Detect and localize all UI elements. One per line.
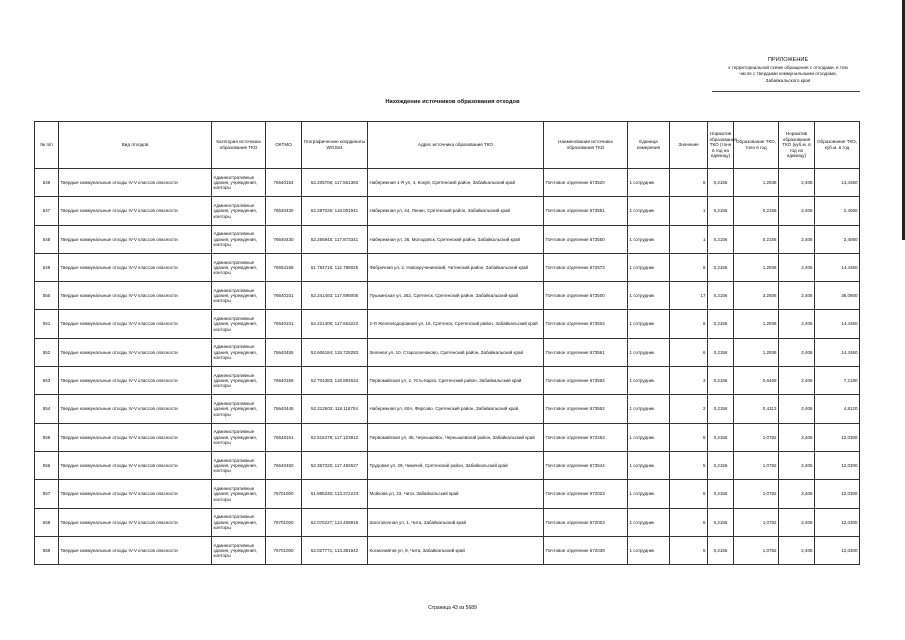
cell-oktmo-code: 76640455 — [266, 338, 302, 366]
cell-generation-tons: 1,2938 — [734, 338, 779, 366]
header-address: Адрес источника образования ТКО — [368, 122, 544, 169]
header-oktmo: ОКТМО — [266, 122, 302, 169]
table-row — [35, 169, 860, 197]
cell-waste-type: Твердые коммунальные отходы IV-V классов опасности — [59, 197, 212, 225]
appendix-line-2: числе с твердыми коммунальными отходами, — [739, 71, 837, 77]
cell-source-name: Почтовое отделение 673544 — [544, 451, 628, 479]
cell-value: 6 — [670, 169, 708, 197]
cell-generation-volume: 12,0300 — [815, 536, 860, 564]
appendix-line-1: к территориальной схеме обращения с отходами, в том — [728, 64, 848, 70]
cell-row-number: 559 — [35, 536, 59, 564]
cell-value: 1 — [670, 197, 708, 225]
cell-norm-tons: 0,2156 — [708, 451, 734, 479]
cell-source-address: Мойкова ул, 23, Чита, Забайкальский край — [368, 480, 544, 508]
cell-norm-tons: 0,2156 — [708, 197, 734, 225]
cell-coordinates: 52.241483; 117.695005 — [302, 282, 368, 310]
cell-generation-volume: 2,4060 — [815, 197, 860, 225]
cell-source-category: Административные здания, учреждения, конторы — [212, 395, 266, 423]
cell-waste-type: Твердые коммунальные отходы IV-V классов опасности — [59, 169, 212, 197]
cell-norm-tons: 0,2156 — [708, 282, 734, 310]
cell-norm-volume: 2,406 — [779, 282, 815, 310]
cell-value: 17 — [670, 282, 708, 310]
cell-source-name: Почтовое отделение 673552 — [544, 395, 628, 423]
cell-norm-volume: 2,406 — [779, 536, 815, 564]
cell-source-category: Административные здания, учреждения, конторы — [212, 225, 266, 253]
cell-waste-type: Твердые коммунальные отходы IV-V классов опасности — [59, 423, 212, 451]
cell-generation-tons: 0,2156 — [734, 197, 779, 225]
cell-waste-type: Твердые коммунальные отходы IV-V классов опасности — [59, 508, 212, 536]
cell-source-category: Административные здания, учреждения, конторы — [212, 423, 266, 451]
table-header-row — [35, 122, 860, 169]
cell-source-name: Почтовое отделение 673561 — [544, 338, 628, 366]
cell-source-name: Почтовое отделение 673500 — [544, 282, 628, 310]
cell-row-number: 546 — [35, 169, 59, 197]
cell-coordinates: 52.027771; 113.381942 — [302, 536, 368, 564]
cell-row-number: 551 — [35, 310, 59, 338]
cell-source-name: Почтовое отделение 672023 — [544, 480, 628, 508]
cell-unit: 1 сотрудник — [628, 423, 670, 451]
cell-unit: 1 сотрудник — [628, 536, 670, 564]
cell-unit: 1 сотрудник — [628, 169, 670, 197]
cell-oktmo-code: 76648151 — [266, 423, 302, 451]
cell-source-address: Заготовочная ул, 1, Чита, Забайкальский край — [368, 508, 544, 536]
table-row — [35, 508, 860, 536]
table-row — [35, 451, 860, 479]
cell-source-address: Первомайская ул, 35, Чернышевск, Чернышевский район, Забайкальский край — [368, 423, 544, 451]
cell-norm-tons: 0,2156 — [708, 367, 734, 395]
cell-value: 6 — [670, 310, 708, 338]
cell-generation-tons: 1,0782 — [734, 508, 779, 536]
cell-coordinates: 52.606184; 118.725283 — [302, 338, 368, 366]
table-row — [35, 536, 860, 564]
header-num: № п/п — [35, 122, 59, 169]
header-generation-tons: Образование ТКО, тонн в год — [734, 122, 779, 169]
cell-value: 2 — [670, 395, 708, 423]
cell-row-number: 550 — [35, 282, 59, 310]
cell-waste-type: Твердые коммунальные отходы IV-V классов опасности — [59, 253, 212, 281]
cell-generation-volume: 12,0300 — [815, 508, 860, 536]
cell-source-address: Зеленая ул, 10, Старолончаково, Сретенский район, Забайкальский край — [368, 338, 544, 366]
cell-coordinates: 52.221306; 117.663222 — [302, 310, 368, 338]
table-row — [35, 282, 860, 310]
cell-row-number: 547 — [35, 197, 59, 225]
cell-source-category: Административные здания, учреждения, конторы — [212, 508, 266, 536]
cell-unit: 1 сотрудник — [628, 225, 670, 253]
table-row — [35, 367, 860, 395]
cell-norm-volume: 2,406 — [779, 197, 815, 225]
header-norm-volume: Норматив образования ТКО (куб.м. в год на единицу) — [779, 122, 815, 169]
cell-unit: 1 сотрудник — [628, 282, 670, 310]
cell-source-category: Административные здания, учреждения, конторы — [212, 480, 266, 508]
cell-norm-volume: 2,406 — [779, 225, 815, 253]
cell-row-number: 554 — [35, 395, 59, 423]
table-body — [35, 169, 860, 565]
cell-generation-tons: 1,0782 — [734, 536, 779, 564]
cell-source-category: Административные здания, учреждения, конторы — [212, 310, 266, 338]
header-category: Категория источника образования ТКО — [212, 122, 266, 169]
cell-unit: 1 сотрудник — [628, 310, 670, 338]
cell-value: 5 — [670, 451, 708, 479]
table-row — [35, 423, 860, 451]
cell-coordinates: 51.985240; 113.372223 — [302, 480, 368, 508]
header-coordinates: Географические координаты WGS84 — [302, 122, 368, 169]
cell-source-address: Набережная ул, 44, Ленин, Сретенский район, Забайкальский край — [368, 197, 544, 225]
cell-source-address: Первомайская ул, 2, Усть-Карск, Сретенский район, Забайкальский край — [368, 367, 544, 395]
cell-oktmo-code: 76640445 — [266, 395, 302, 423]
cell-source-category: Административные здания, учреждения, конторы — [212, 253, 266, 281]
cell-value: 6 — [670, 338, 708, 366]
cell-generation-volume: 2,4060 — [815, 225, 860, 253]
cell-coordinates: 51.794716; 112.788025 — [302, 253, 368, 281]
cell-generation-volume: 14,4360 — [815, 310, 860, 338]
cell-source-name: Почтовое отделение 672573 — [544, 253, 628, 281]
table-row — [35, 480, 860, 508]
cell-coordinates: 52.515478; 117.103812 — [302, 423, 368, 451]
cell-row-number: 556 — [35, 451, 59, 479]
cell-row-number: 549 — [35, 253, 59, 281]
table-row — [35, 338, 860, 366]
cell-source-address: Набережная 1-Я ул, 4, Кокуй, Сретенский район, Забайкальский край — [368, 169, 544, 197]
cell-norm-volume: 2,406 — [779, 451, 815, 479]
cell-row-number: 557 — [35, 480, 59, 508]
cell-source-category: Административные здания, учреждения, конторы — [212, 451, 266, 479]
cell-row-number: 558 — [35, 508, 59, 536]
table-row — [35, 310, 860, 338]
cell-unit: 1 сотрудник — [628, 253, 670, 281]
cell-unit: 1 сотрудник — [628, 197, 670, 225]
table-row — [35, 395, 860, 423]
cell-source-name: Почтовое отделение 673551 — [544, 197, 628, 225]
cell-source-name: Почтовое отделение 673504 — [544, 310, 628, 338]
cell-source-name: Почтовое отделение 672039 — [544, 536, 628, 564]
appendix-block — [718, 57, 858, 84]
cell-norm-volume: 2,406 — [779, 367, 815, 395]
cell-value: 3 — [670, 367, 708, 395]
cell-waste-type: Твердые коммунальные отходы IV-V классов опасности — [59, 451, 212, 479]
cell-oktmo-code: 76701000 — [266, 508, 302, 536]
cell-source-address: Фабричная ул, 2, Новокручининский, Читинский район, Забайкальский край — [368, 253, 544, 281]
cell-generation-tons: 0,6469 — [734, 367, 779, 395]
cell-norm-tons: 0,2156 — [708, 225, 734, 253]
cell-norm-tons: 0,2156 — [708, 480, 734, 508]
table-row — [35, 197, 860, 225]
cell-generation-tons: 1,2938 — [734, 169, 779, 197]
cell-generation-volume: 7,2180 — [815, 367, 860, 395]
cell-coordinates: 52.266945; 117.873341 — [302, 225, 368, 253]
cell-generation-tons: 0,2156 — [734, 225, 779, 253]
cell-norm-volume: 2,406 — [779, 310, 815, 338]
cell-source-category: Административные здания, учреждения, конторы — [212, 367, 266, 395]
cell-oktmo-code: 76640156 — [266, 367, 302, 395]
cell-generation-tons: 1,0782 — [734, 451, 779, 479]
page-number: Страница 43 из 5689 — [428, 605, 477, 611]
cell-generation-volume: 14,4360 — [815, 169, 860, 197]
cell-unit: 1 сотрудник — [628, 338, 670, 366]
cell-waste-type: Твердые коммунальные отходы IV-V классов опасности — [59, 310, 212, 338]
cell-oktmo-code: 76640101 — [266, 282, 302, 310]
cell-source-name: Почтовое отделение 673463 — [544, 423, 628, 451]
cell-norm-tons: 0,2156 — [708, 169, 734, 197]
appendix-line-3: Забайкальского края — [765, 77, 811, 83]
cell-source-category: Административные здания, учреждения, конторы — [212, 338, 266, 366]
cell-waste-type: Твердые коммунальные отходы IV-V классов опасности — [59, 225, 212, 253]
cell-waste-type: Твердые коммунальные отходы IV-V классов опасности — [59, 395, 212, 423]
cell-unit: 1 сотрудник — [628, 508, 670, 536]
cell-value: 5 — [670, 423, 708, 451]
cell-generation-volume: 12,0300 — [815, 480, 860, 508]
cell-unit: 1 сотрудник — [628, 395, 670, 423]
cell-coordinates: 52.367320; 117.492627 — [302, 451, 368, 479]
cell-value: 5 — [670, 480, 708, 508]
cell-norm-volume: 2,406 — [779, 169, 815, 197]
cell-row-number: 555 — [35, 423, 59, 451]
cell-generation-tons: 0,4313 — [734, 395, 779, 423]
cell-generation-volume: 14,4360 — [815, 253, 860, 281]
cell-source-category: Административные здания, учреждения, конторы — [212, 197, 266, 225]
cell-row-number: 548 — [35, 225, 59, 253]
cell-oktmo-code: 76640430 — [266, 225, 302, 253]
cell-norm-volume: 2,406 — [779, 338, 815, 366]
cell-generation-volume: 36,0900 — [815, 282, 860, 310]
cell-value: 6 — [670, 253, 708, 281]
cell-oktmo-code: 76640450 — [266, 451, 302, 479]
cell-value: 5 — [670, 508, 708, 536]
cell-generation-tons: 1,2938 — [734, 310, 779, 338]
cell-coordinates: 52.287026; 118.001941 — [302, 197, 368, 225]
header-source-name: Наименование источника образования ТКО — [544, 122, 628, 169]
cell-waste-type: Твердые коммунальные отходы IV-V классов опасности — [59, 480, 212, 508]
cell-generation-tons: 1,0782 — [734, 423, 779, 451]
cell-source-address: Набережная ул, 36, Молодовск, Сретенский район, Забайкальский край — [368, 225, 544, 253]
cell-coordinates: 52.212602; 118.116704 — [302, 395, 368, 423]
cell-norm-volume: 2,406 — [779, 423, 815, 451]
cell-source-address: 2-Я Железнодорожная ул, 16, Сретенск, Сретенский район, Забайкальский край — [368, 310, 544, 338]
header-value: Значение — [670, 122, 708, 169]
cell-generation-volume: 12,0300 — [815, 423, 860, 451]
appendix-underline — [712, 91, 860, 92]
cell-waste-type: Твердые коммунальные отходы IV-V классов опасности — [59, 367, 212, 395]
cell-generation-volume: 12,0300 — [815, 451, 860, 479]
cell-row-number: 553 — [35, 367, 59, 395]
cell-source-category: Административные здания, учреждения, конторы — [212, 169, 266, 197]
cell-unit: 1 сотрудник — [628, 367, 670, 395]
cell-unit: 1 сотрудник — [628, 480, 670, 508]
cell-norm-volume: 2,406 — [779, 508, 815, 536]
cell-coordinates: 52.704383; 118.894634 — [302, 367, 368, 395]
cell-norm-tons: 0,2156 — [708, 423, 734, 451]
table-row — [35, 253, 860, 281]
cell-source-address: Космонавтов ул, 8, Чита, Забайкальский край — [368, 536, 544, 564]
cell-oktmo-code: 76640154 — [266, 169, 302, 197]
document-title: Нахождение источников образования отходов — [385, 99, 520, 105]
cell-oktmo-code: 76701000 — [266, 536, 302, 564]
cell-waste-type: Твердые коммунальные отходы IV-V классов опасности — [59, 536, 212, 564]
cell-row-number: 552 — [35, 338, 59, 366]
cell-source-name: Почтовое отделение 672003 — [544, 508, 628, 536]
cell-source-name: Почтовое отделение 673562 — [544, 367, 628, 395]
cell-source-address: Трудовая ул, 29, Чикичей, Сретенский район, Забайкальский край — [368, 451, 544, 479]
header-waste-type: Вид отходов — [59, 122, 212, 169]
cell-waste-type: Твердые коммунальные отходы IV-V классов опасности — [59, 338, 212, 366]
cell-generation-tons: 3,2506 — [734, 282, 779, 310]
cell-coordinates: 52.205706; 117.561383 — [302, 169, 368, 197]
cell-source-name: Почтовое отделение 673550 — [544, 225, 628, 253]
cell-generation-volume: 4,8120 — [815, 395, 860, 423]
cell-value: 1 — [670, 225, 708, 253]
cell-norm-volume: 2,406 — [779, 480, 815, 508]
cell-source-category: Административные здания, учреждения, конторы — [212, 536, 266, 564]
cell-norm-tons: 0,2156 — [708, 253, 734, 281]
header-norm-tons: Норматив образования ТКО (тонн в год на единицу) — [708, 122, 734, 169]
cell-norm-tons: 0,2156 — [708, 395, 734, 423]
cell-unit: 1 сотрудник — [628, 451, 670, 479]
cell-waste-type: Твердые коммунальные отходы IV-V классов опасности — [59, 282, 212, 310]
cell-norm-tons: 0,2156 — [708, 310, 734, 338]
table-row — [35, 225, 860, 253]
cell-source-address: Пушкинская ул, 262, Сретенск, Сретенский район, Забайкальский край — [368, 282, 544, 310]
cell-norm-tons: 0,2156 — [708, 508, 734, 536]
appendix-title: ПРИЛОЖЕНИЕ — [767, 57, 809, 63]
cell-oktmo-code: 76640101 — [266, 310, 302, 338]
header-generation-volume: Образование ТКО, куб.м. в год — [815, 122, 860, 169]
cell-source-name: Почтовое отделение 673520 — [544, 169, 628, 197]
cell-generation-tons: 1,0782 — [734, 480, 779, 508]
cell-source-address: Набережная ул, 60А, Фирсово, Сретенский район, Забайкальский край — [368, 395, 544, 423]
cell-norm-tons: 0,2156 — [708, 536, 734, 564]
cell-coordinates: 52.076227; 113.459916 — [302, 508, 368, 536]
cell-norm-volume: 2,406 — [779, 395, 815, 423]
cell-generation-volume: 14,4360 — [815, 338, 860, 366]
cell-norm-volume: 2,406 — [779, 253, 815, 281]
cell-oktmo-code: 76640430 — [266, 197, 302, 225]
header-unit: Единица измерения — [628, 122, 670, 169]
cell-oktmo-code: 76654158 — [266, 253, 302, 281]
cell-source-category: Административные здания, учреждения, конторы — [212, 282, 266, 310]
cell-norm-tons: 0,2156 — [708, 338, 734, 366]
waste-sources-table — [34, 121, 860, 565]
cell-generation-tons: 1,2938 — [734, 253, 779, 281]
cell-oktmo-code: 76701000 — [266, 480, 302, 508]
cell-value: 5 — [670, 536, 708, 564]
